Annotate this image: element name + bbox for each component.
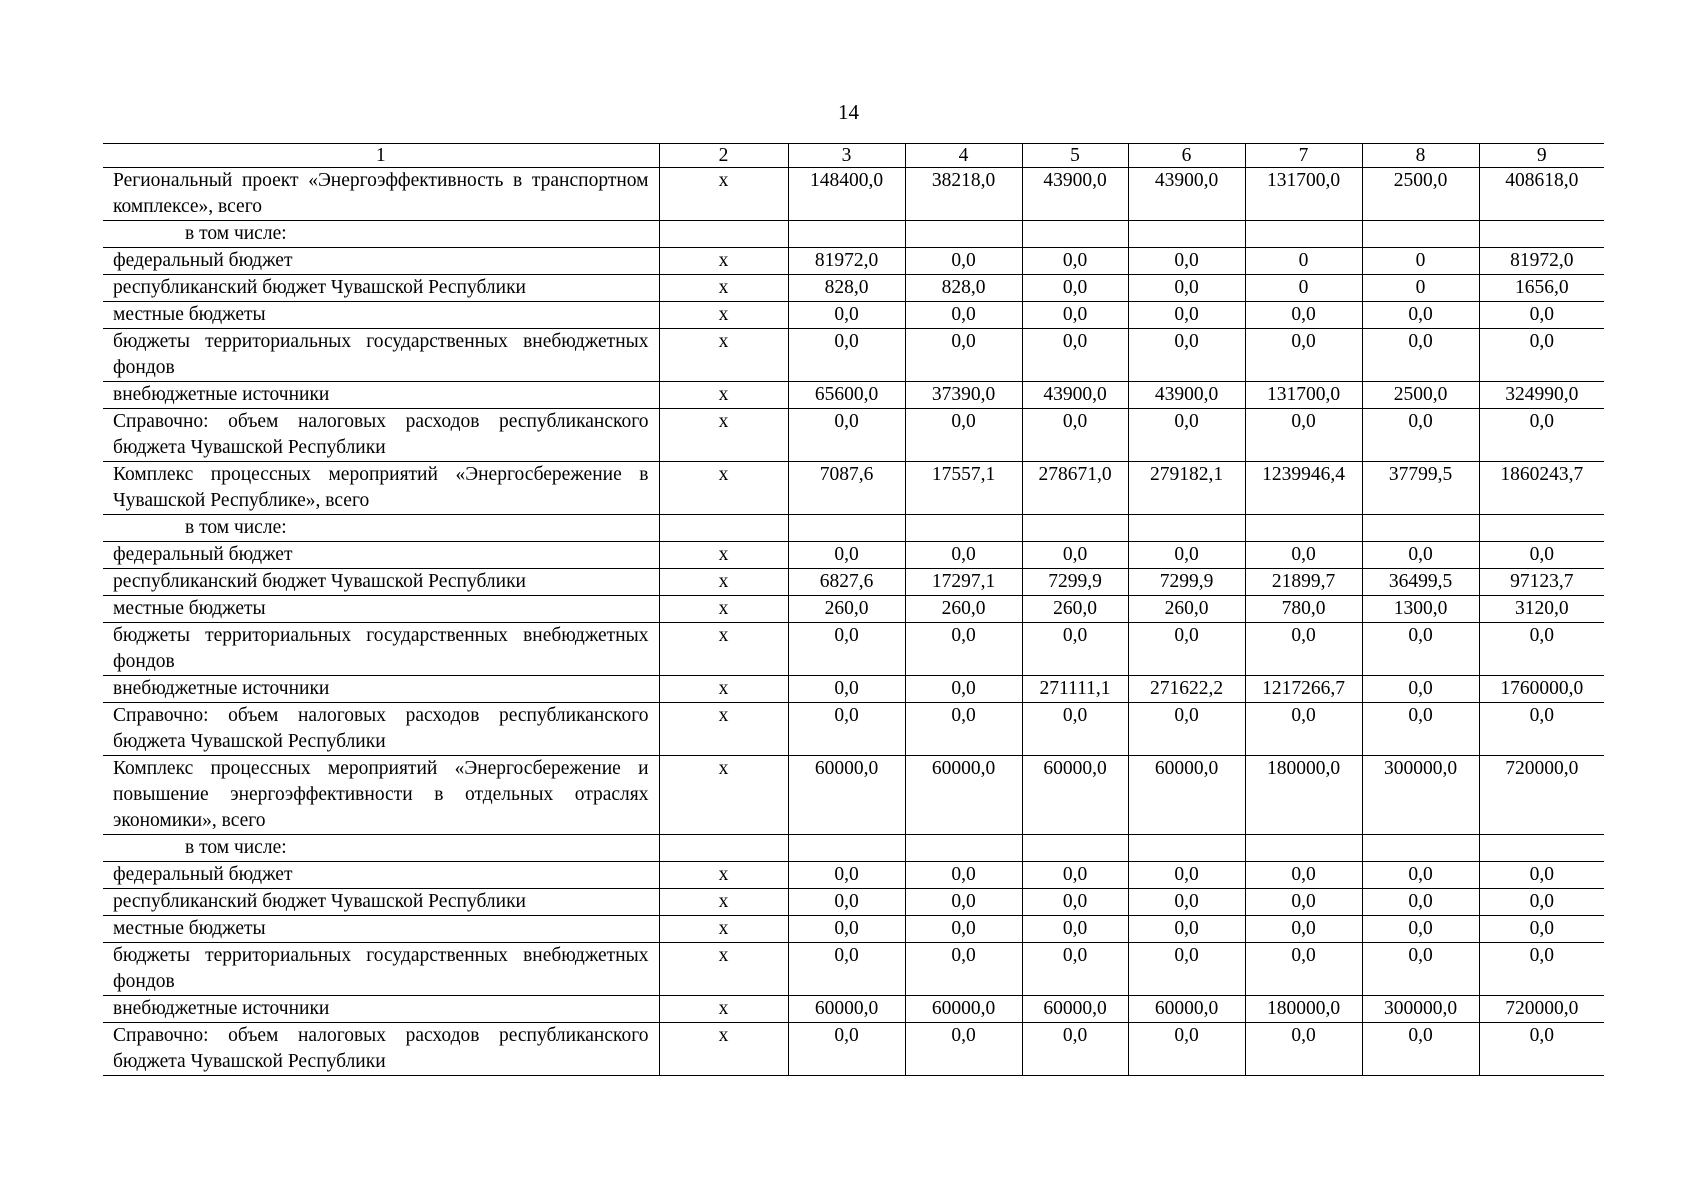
value-cell: 0,0 (1479, 862, 1604, 889)
value-cell (1022, 515, 1128, 542)
value-cell: 0,0 (905, 623, 1022, 676)
value-cell: 21899,7 (1245, 569, 1362, 596)
value-cell: 0,0 (1022, 862, 1128, 889)
table-row (103, 462, 1604, 515)
value-cell: 720000,0 (1479, 756, 1604, 835)
value-cell (1245, 221, 1362, 248)
table-row (103, 382, 1604, 409)
value-cell: 0,0 (1128, 302, 1245, 329)
value-cell: 60000,0 (905, 996, 1022, 1023)
value-cell: 60000,0 (1128, 756, 1245, 835)
row-marker-cell: x (659, 943, 788, 996)
row-label: внебюджетные источники (103, 996, 659, 1023)
value-cell: 60000,0 (905, 756, 1022, 835)
table-row (103, 409, 1604, 462)
value-cell: 260,0 (788, 596, 905, 623)
row-marker-cell: x (659, 302, 788, 329)
value-cell: 0,0 (1022, 1023, 1128, 1076)
value-cell: 0,0 (788, 329, 905, 382)
value-cell: 97123,7 (1479, 569, 1604, 596)
value-cell: 0,0 (1022, 275, 1128, 302)
value-cell: 300000,0 (1362, 756, 1479, 835)
value-cell (1245, 835, 1362, 862)
value-cell (1479, 835, 1604, 862)
value-cell (1362, 221, 1479, 248)
page-number: 14 (838, 100, 859, 124)
value-cell: 780,0 (1245, 596, 1362, 623)
row-label: местные бюджеты (103, 916, 659, 943)
value-cell: 0,0 (1128, 542, 1245, 569)
value-cell: 0,0 (1022, 302, 1128, 329)
value-cell: 2500,0 (1362, 168, 1479, 221)
row-marker-cell: x (659, 889, 788, 916)
row-marker-cell: x (659, 756, 788, 835)
value-cell (1128, 221, 1245, 248)
value-cell: 0,0 (788, 703, 905, 756)
table-row (103, 248, 1604, 275)
table-row (103, 862, 1604, 889)
table-row (103, 1023, 1604, 1076)
value-cell: 7299,9 (1022, 569, 1128, 596)
row-label: Комплекс процессных мероприятий «Энергосбережение и повышение энергоэффективности в отдельных отраслях экономики», всего (103, 756, 659, 835)
value-cell: 0,0 (1128, 1023, 1245, 1076)
value-cell: 81972,0 (1479, 248, 1604, 275)
value-cell: 408618,0 (1479, 168, 1604, 221)
value-cell: 0,0 (1245, 302, 1362, 329)
value-cell: 0,0 (1245, 1023, 1362, 1076)
row-label: Справочно: объем налоговых расходов республиканского бюджета Чувашской Республики (103, 1023, 659, 1076)
table-row (103, 569, 1604, 596)
value-cell: 0,0 (1022, 943, 1128, 996)
column-number-row (103, 144, 1604, 168)
row-marker-cell: x (659, 168, 788, 221)
value-cell: 43900,0 (1022, 168, 1128, 221)
value-cell: 0,0 (905, 916, 1022, 943)
value-cell (1022, 221, 1128, 248)
table-row (103, 542, 1604, 569)
value-cell: 0,0 (1128, 275, 1245, 302)
value-cell: 260,0 (1022, 596, 1128, 623)
row-subheading: в том числе: (103, 515, 659, 542)
table-row (103, 302, 1604, 329)
value-cell: 0,0 (1128, 248, 1245, 275)
value-cell: 0,0 (1362, 1023, 1479, 1076)
value-cell: 148400,0 (788, 168, 905, 221)
row-marker-cell: x (659, 703, 788, 756)
value-cell: 828,0 (905, 275, 1022, 302)
value-cell: 0,0 (788, 862, 905, 889)
value-cell: 60000,0 (1128, 996, 1245, 1023)
value-cell: 0,0 (1362, 542, 1479, 569)
value-cell: 0,0 (1362, 703, 1479, 756)
row-label: местные бюджеты (103, 596, 659, 623)
value-cell: 81972,0 (788, 248, 905, 275)
table-row (103, 996, 1604, 1023)
value-cell: 0,0 (1362, 862, 1479, 889)
value-cell: 278671,0 (1022, 462, 1128, 515)
value-cell: 60000,0 (788, 996, 905, 1023)
row-label: внебюджетные источники (103, 676, 659, 703)
value-cell: 0,0 (1362, 329, 1479, 382)
value-cell: 0,0 (1128, 889, 1245, 916)
column-number: 6 (1128, 144, 1245, 168)
column-number: 4 (905, 144, 1022, 168)
row-marker-cell: x (659, 623, 788, 676)
value-cell: 0,0 (1022, 703, 1128, 756)
value-cell: 0,0 (1022, 623, 1128, 676)
value-cell: 0,0 (905, 542, 1022, 569)
row-marker-cell: x (659, 916, 788, 943)
row-label: республиканский бюджет Чувашской Республики (103, 569, 659, 596)
value-cell: 0,0 (905, 676, 1022, 703)
value-cell: 131700,0 (1245, 168, 1362, 221)
value-cell: 0,0 (1245, 862, 1362, 889)
value-cell: 0,0 (1362, 302, 1479, 329)
row-marker-cell (659, 835, 788, 862)
value-cell: 0,0 (788, 889, 905, 916)
column-number: 8 (1362, 144, 1479, 168)
value-cell: 0,0 (788, 542, 905, 569)
value-cell: 0,0 (1479, 916, 1604, 943)
value-cell: 43900,0 (1128, 168, 1245, 221)
row-label: федеральный бюджет (103, 862, 659, 889)
value-cell: 0 (1362, 248, 1479, 275)
value-cell: 7087,6 (788, 462, 905, 515)
value-cell: 0,0 (1128, 623, 1245, 676)
value-cell: 37390,0 (905, 382, 1022, 409)
table-row (103, 703, 1604, 756)
value-cell: 0,0 (788, 916, 905, 943)
value-cell (788, 835, 905, 862)
value-cell: 0,0 (905, 329, 1022, 382)
value-cell: 0,0 (905, 1023, 1022, 1076)
value-cell: 0,0 (1479, 409, 1604, 462)
value-cell: 0,0 (905, 943, 1022, 996)
value-cell: 0,0 (1479, 542, 1604, 569)
row-label: федеральный бюджет (103, 542, 659, 569)
value-cell: 2500,0 (1362, 382, 1479, 409)
value-cell: 1239946,4 (1245, 462, 1362, 515)
value-cell: 0 (1245, 275, 1362, 302)
value-cell: 279182,1 (1128, 462, 1245, 515)
row-marker-cell: x (659, 862, 788, 889)
column-number: 2 (659, 144, 788, 168)
value-cell: 180000,0 (1245, 756, 1362, 835)
table-row (103, 168, 1604, 221)
column-number: 9 (1479, 144, 1604, 168)
row-label: Региональный проект «Энергоэффективность в транспортном комплексе», всего (103, 168, 659, 221)
row-subheading: в том числе: (103, 835, 659, 862)
value-cell: 60000,0 (788, 756, 905, 835)
value-cell: 324990,0 (1479, 382, 1604, 409)
value-cell (905, 835, 1022, 862)
value-cell: 0,0 (788, 676, 905, 703)
column-number: 1 (103, 144, 659, 168)
value-cell: 828,0 (788, 275, 905, 302)
row-label: федеральный бюджет (103, 248, 659, 275)
table-row (103, 916, 1604, 943)
value-cell: 0,0 (1362, 623, 1479, 676)
row-label: Комплекс процессных мероприятий «Энергосбережение в Чувашской Республике», всего (103, 462, 659, 515)
value-cell: 0,0 (1362, 916, 1479, 943)
value-cell: 43900,0 (1022, 382, 1128, 409)
budget-table (103, 143, 1604, 1076)
row-label: республиканский бюджет Чувашской Республики (103, 275, 659, 302)
value-cell: 0,0 (1479, 1023, 1604, 1076)
table-row (103, 889, 1604, 916)
value-cell: 271111,1 (1022, 676, 1128, 703)
value-cell: 0,0 (1245, 889, 1362, 916)
row-subheading: в том числе: (103, 221, 659, 248)
row-marker-cell: x (659, 409, 788, 462)
row-label: Справочно: объем налоговых расходов республиканского бюджета Чувашской Республики (103, 409, 659, 462)
value-cell (1362, 515, 1479, 542)
table-row (103, 515, 1604, 542)
value-cell: 0,0 (1362, 943, 1479, 996)
value-cell: 1300,0 (1362, 596, 1479, 623)
value-cell: 180000,0 (1245, 996, 1362, 1023)
value-cell: 0,0 (1022, 889, 1128, 916)
value-cell: 0,0 (788, 623, 905, 676)
value-cell: 0,0 (1128, 703, 1245, 756)
value-cell: 7299,9 (1128, 569, 1245, 596)
row-marker-cell: x (659, 596, 788, 623)
value-cell: 0,0 (905, 409, 1022, 462)
row-marker-cell: x (659, 542, 788, 569)
value-cell: 6827,6 (788, 569, 905, 596)
row-marker-cell: x (659, 1023, 788, 1076)
value-cell (1245, 515, 1362, 542)
row-marker-cell (659, 515, 788, 542)
value-cell: 60000,0 (1022, 756, 1128, 835)
value-cell: 1656,0 (1479, 275, 1604, 302)
value-cell: 0,0 (1128, 329, 1245, 382)
value-cell: 0,0 (788, 943, 905, 996)
table-row (103, 329, 1604, 382)
value-cell: 0,0 (1479, 943, 1604, 996)
value-cell: 0,0 (1479, 623, 1604, 676)
row-marker-cell: x (659, 275, 788, 302)
value-cell: 37799,5 (1362, 462, 1479, 515)
value-cell: 0,0 (1245, 943, 1362, 996)
value-cell: 0,0 (1479, 302, 1604, 329)
value-cell: 0,0 (788, 409, 905, 462)
value-cell: 3120,0 (1479, 596, 1604, 623)
value-cell: 0 (1245, 248, 1362, 275)
row-marker-cell: x (659, 676, 788, 703)
table-row (103, 275, 1604, 302)
value-cell: 60000,0 (1022, 996, 1128, 1023)
value-cell (1479, 515, 1604, 542)
table-row (103, 943, 1604, 996)
row-label: бюджеты территориальных государственных внебюджетных фондов (103, 943, 659, 996)
row-marker-cell: x (659, 248, 788, 275)
value-cell: 0,0 (905, 248, 1022, 275)
row-label: республиканский бюджет Чувашской Республики (103, 889, 659, 916)
value-cell: 0,0 (1128, 862, 1245, 889)
table-row (103, 623, 1604, 676)
value-cell: 260,0 (905, 596, 1022, 623)
value-cell: 0,0 (1245, 916, 1362, 943)
value-cell: 720000,0 (1479, 996, 1604, 1023)
row-marker-cell (659, 221, 788, 248)
value-cell: 65600,0 (788, 382, 905, 409)
value-cell: 0,0 (1479, 703, 1604, 756)
row-marker-cell: x (659, 569, 788, 596)
table-row (103, 221, 1604, 248)
value-cell: 0,0 (1022, 248, 1128, 275)
value-cell: 0,0 (1022, 409, 1128, 462)
value-cell: 0,0 (1128, 409, 1245, 462)
value-cell (1362, 835, 1479, 862)
value-cell: 0,0 (1245, 703, 1362, 756)
value-cell (1128, 515, 1245, 542)
value-cell: 17557,1 (905, 462, 1022, 515)
value-cell (1479, 221, 1604, 248)
value-cell: 0,0 (1022, 916, 1128, 943)
value-cell (905, 515, 1022, 542)
value-cell (788, 221, 905, 248)
row-marker-cell: x (659, 462, 788, 515)
value-cell: 260,0 (1128, 596, 1245, 623)
value-cell: 0 (1362, 275, 1479, 302)
table-row (103, 676, 1604, 703)
value-cell: 0,0 (1362, 676, 1479, 703)
value-cell: 1217266,7 (1245, 676, 1362, 703)
row-label: бюджеты территориальных государственных внебюджетных фондов (103, 623, 659, 676)
value-cell (788, 515, 905, 542)
value-cell: 0,0 (1362, 889, 1479, 916)
value-cell: 300000,0 (1362, 996, 1479, 1023)
value-cell (1022, 835, 1128, 862)
value-cell: 0,0 (788, 1023, 905, 1076)
table-row (103, 596, 1604, 623)
value-cell: 1860243,7 (1479, 462, 1604, 515)
row-marker-cell: x (659, 382, 788, 409)
value-cell: 0,0 (1245, 542, 1362, 569)
value-cell: 17297,1 (905, 569, 1022, 596)
value-cell: 0,0 (1128, 916, 1245, 943)
value-cell: 0,0 (788, 302, 905, 329)
value-cell: 36499,5 (1362, 569, 1479, 596)
row-marker-cell: x (659, 329, 788, 382)
column-number: 5 (1022, 144, 1128, 168)
value-cell: 0,0 (1245, 409, 1362, 462)
value-cell: 0,0 (905, 862, 1022, 889)
value-cell: 271622,2 (1128, 676, 1245, 703)
table-row (103, 835, 1604, 862)
value-cell: 0,0 (905, 703, 1022, 756)
value-cell: 0,0 (1245, 623, 1362, 676)
value-cell: 0,0 (905, 889, 1022, 916)
row-marker-cell: x (659, 996, 788, 1023)
column-number: 3 (788, 144, 905, 168)
value-cell: 0,0 (1362, 409, 1479, 462)
table-row (103, 756, 1604, 835)
value-cell: 0,0 (1479, 329, 1604, 382)
value-cell: 0,0 (905, 302, 1022, 329)
row-label: местные бюджеты (103, 302, 659, 329)
row-label: внебюджетные источники (103, 382, 659, 409)
value-cell (1128, 835, 1245, 862)
row-label: бюджеты территориальных государственных внебюджетных фондов (103, 329, 659, 382)
column-number: 7 (1245, 144, 1362, 168)
value-cell: 131700,0 (1245, 382, 1362, 409)
value-cell (905, 221, 1022, 248)
value-cell: 0,0 (1245, 329, 1362, 382)
value-cell: 0,0 (1022, 329, 1128, 382)
table-body (103, 144, 1604, 1076)
value-cell: 0,0 (1128, 943, 1245, 996)
value-cell: 0,0 (1479, 889, 1604, 916)
value-cell: 38218,0 (905, 168, 1022, 221)
value-cell: 0,0 (1022, 542, 1128, 569)
row-label: Справочно: объем налоговых расходов республиканского бюджета Чувашской Республики (103, 703, 659, 756)
value-cell: 43900,0 (1128, 382, 1245, 409)
value-cell: 1760000,0 (1479, 676, 1604, 703)
